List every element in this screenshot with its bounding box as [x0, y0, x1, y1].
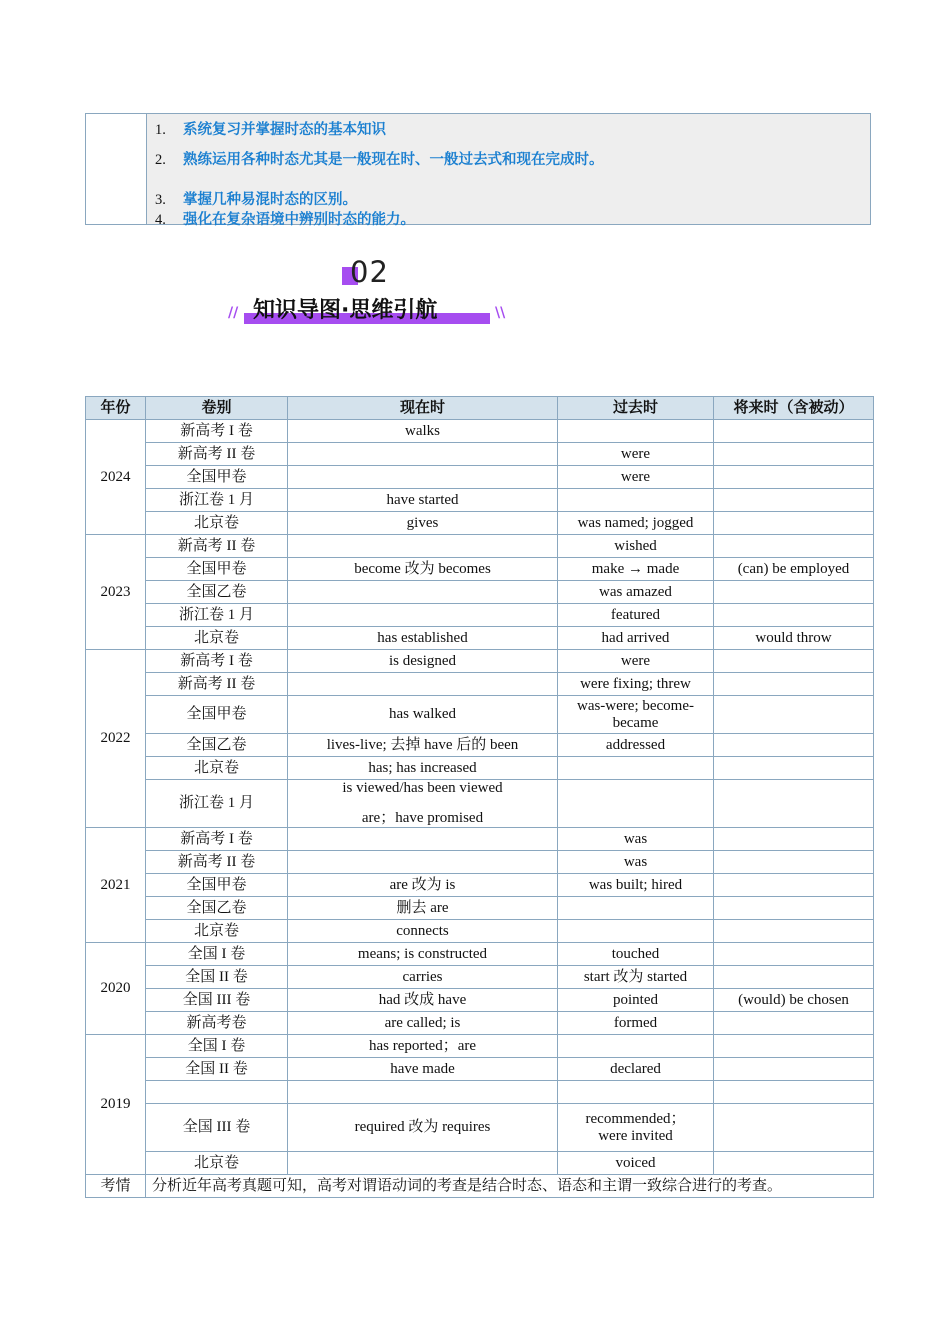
- past-line: recommended；: [585, 1110, 686, 1127]
- table-header-row: [86, 397, 874, 420]
- future-cell: would throw: [714, 627, 874, 650]
- present-cell: is designed: [288, 650, 558, 673]
- paper-cell: 新高考 I 卷: [146, 828, 288, 851]
- past-cell: was: [558, 851, 714, 874]
- year-cell: 2022: [86, 650, 146, 828]
- table-row: [86, 780, 874, 828]
- header-paper: 卷别: [146, 397, 288, 420]
- past-cell: declared: [558, 1058, 714, 1081]
- future-cell: [714, 1081, 874, 1104]
- paper-cell: 全国甲卷: [146, 558, 288, 581]
- future-cell: [714, 466, 874, 489]
- table-row: [86, 627, 874, 650]
- past-cell: addressed: [558, 734, 714, 757]
- paper-cell: 新高考 II 卷: [146, 673, 288, 696]
- future-cell: (can) be employed: [714, 558, 874, 581]
- past-cell: were: [558, 466, 714, 489]
- paper-cell: 北京卷: [146, 512, 288, 535]
- present-cell: [288, 851, 558, 874]
- table-row: [86, 966, 874, 989]
- past-cell: touched: [558, 943, 714, 966]
- past-cell: start 改为 started: [558, 966, 714, 989]
- paper-cell: 全国甲卷: [146, 466, 288, 489]
- present-cell: walks: [288, 420, 558, 443]
- present-cell: means; is constructed: [288, 943, 558, 966]
- future-cell: [714, 696, 874, 734]
- paper-cell: 新高考卷: [146, 1012, 288, 1035]
- future-cell: [714, 581, 874, 604]
- section-number: 02: [350, 255, 389, 289]
- header-year: 年份: [86, 397, 146, 420]
- past-cell: [558, 1035, 714, 1058]
- paper-cell: 全国甲卷: [146, 696, 288, 734]
- paper-cell: 新高考 I 卷: [146, 420, 288, 443]
- present-cell: connects: [288, 920, 558, 943]
- future-cell: [714, 734, 874, 757]
- future-cell: [714, 966, 874, 989]
- table-row: [86, 466, 874, 489]
- past-cell: were: [558, 650, 714, 673]
- past-cell: had arrived: [558, 627, 714, 650]
- past-cell: was named; jogged: [558, 512, 714, 535]
- objective-item: 2. 熟练运用各种时态尤其是一般现在时、一般过去式和现在完成时。: [155, 152, 604, 168]
- paper-cell: 全国乙卷: [146, 581, 288, 604]
- past-cell: were: [558, 443, 714, 466]
- past-cell: pointed: [558, 989, 714, 1012]
- past-cell: formed: [558, 1012, 714, 1035]
- header-past: 过去时: [558, 397, 714, 420]
- table-row: [86, 1012, 874, 1035]
- present-cell: carries: [288, 966, 558, 989]
- paper-cell: 北京卷: [146, 757, 288, 780]
- table-row: [86, 420, 874, 443]
- objectives-list: [147, 114, 870, 228]
- section-header: [225, 255, 515, 335]
- table-row: [86, 443, 874, 466]
- objective-item: 1. 系统复习并掌握时态的基本知识: [155, 122, 386, 138]
- header-present: 现在时: [288, 397, 558, 420]
- past-cell: was built; hired: [558, 874, 714, 897]
- table-row: [86, 1035, 874, 1058]
- present-cell: become 改为 becomes: [288, 558, 558, 581]
- table-row: [86, 512, 874, 535]
- future-cell: [714, 851, 874, 874]
- paper-cell: 全国 III 卷: [146, 989, 288, 1012]
- table-row: [86, 734, 874, 757]
- future-cell: [714, 1058, 874, 1081]
- future-cell: [714, 1035, 874, 1058]
- paper-cell: 浙江卷 1 月: [146, 780, 288, 828]
- header-future: 将来时（含被动）: [714, 397, 874, 420]
- present-cell: had 改成 have: [288, 989, 558, 1012]
- table-row: [86, 1104, 874, 1152]
- future-cell: [714, 443, 874, 466]
- table-row: [86, 535, 874, 558]
- paper-cell: 浙江卷 1 月: [146, 604, 288, 627]
- table-row: [86, 604, 874, 627]
- paper-cell: 北京卷: [146, 1152, 288, 1175]
- section-title: 知识导图·思维引航: [253, 298, 438, 323]
- table-row: [86, 757, 874, 780]
- paper-cell: 新高考 II 卷: [146, 851, 288, 874]
- past-cell: was-were; become-became: [558, 696, 714, 734]
- summary-text: 分析近年高考真题可知，高考对谓语动词的考查是结合时态、语态和主谓一致综合进行的考查。: [146, 1175, 874, 1198]
- past-cell: was amazed: [558, 581, 714, 604]
- objectives-label-cell: [86, 114, 147, 224]
- future-cell: [714, 650, 874, 673]
- future-cell: [714, 673, 874, 696]
- paper-cell: 全国 I 卷: [146, 1035, 288, 1058]
- present-cell: [288, 581, 558, 604]
- past-cell: [558, 757, 714, 780]
- present-cell: has walked: [288, 696, 558, 734]
- present-line: is viewed/has been viewed: [342, 780, 503, 796]
- present-cell: has; has increased: [288, 757, 558, 780]
- future-cell: [714, 897, 874, 920]
- table-row: [86, 650, 874, 673]
- year-cell: 2020: [86, 943, 146, 1035]
- past-cell: [558, 489, 714, 512]
- table-row: [86, 897, 874, 920]
- present-cell: required 改为 requires: [288, 1104, 558, 1152]
- present-cell: have made: [288, 1058, 558, 1081]
- objective-item: 3. 掌握几种易混时态的区别。: [155, 192, 357, 208]
- past-cell: wished: [558, 535, 714, 558]
- paper-cell: 新高考 II 卷: [146, 443, 288, 466]
- present-cell: [288, 673, 558, 696]
- future-cell: [714, 1104, 874, 1152]
- present-cell: are called; is: [288, 1012, 558, 1035]
- present-cell: [288, 604, 558, 627]
- future-cell: [714, 489, 874, 512]
- year-cell: 2019: [86, 1035, 146, 1175]
- present-cell: has established: [288, 627, 558, 650]
- summary-row: [86, 1175, 874, 1198]
- deco-slashes-right: \\: [495, 305, 506, 321]
- present-cell: [288, 466, 558, 489]
- table-row: [86, 874, 874, 897]
- present-cell: [288, 828, 558, 851]
- table-row: [86, 696, 874, 734]
- table-row: [86, 1152, 874, 1175]
- future-cell: [714, 1012, 874, 1035]
- past-cell: [558, 780, 714, 828]
- past-cell: voiced: [558, 1152, 714, 1175]
- present-cell: gives: [288, 512, 558, 535]
- tense-exam-table: [85, 396, 874, 1198]
- paper-cell: 全国乙卷: [146, 897, 288, 920]
- present-cell: are 改为 is: [288, 874, 558, 897]
- paper-cell: 全国 III 卷: [146, 1104, 288, 1152]
- summary-label: 考情: [86, 1175, 146, 1198]
- year-cell: 2024: [86, 420, 146, 535]
- future-cell: [714, 874, 874, 897]
- future-cell: [714, 943, 874, 966]
- future-cell: [714, 757, 874, 780]
- table-row: [86, 489, 874, 512]
- future-cell: [714, 780, 874, 828]
- present-cell: have started: [288, 489, 558, 512]
- future-cell: [714, 535, 874, 558]
- table-row: [86, 673, 874, 696]
- present-cell: [288, 1081, 558, 1104]
- paper-cell: 新高考 I 卷: [146, 650, 288, 673]
- present-cell: [288, 1152, 558, 1175]
- future-cell: [714, 512, 874, 535]
- paper-cell: 全国甲卷: [146, 874, 288, 897]
- paper-cell: 全国 I 卷: [146, 943, 288, 966]
- present-cell: lives-live; 去掉 have 后的 been: [288, 734, 558, 757]
- paper-cell: 全国 II 卷: [146, 1058, 288, 1081]
- paper-cell: [146, 1081, 288, 1104]
- table-row: [86, 989, 874, 1012]
- present-cell: [288, 443, 558, 466]
- paper-cell: 北京卷: [146, 627, 288, 650]
- paper-cell: 浙江卷 1 月: [146, 489, 288, 512]
- present-cell: has reported；are: [288, 1035, 558, 1058]
- paper-cell: 北京卷: [146, 920, 288, 943]
- past-cell: [558, 1081, 714, 1104]
- objective-item: 4. 强化在复杂语境中辨别时态的能力。: [155, 212, 415, 228]
- table-row: [86, 828, 874, 851]
- past-cell: were fixing; threw: [558, 673, 714, 696]
- paper-cell: 全国 II 卷: [146, 966, 288, 989]
- paper-cell: 全国乙卷: [146, 734, 288, 757]
- table-row: [86, 851, 874, 874]
- present-cell: [288, 535, 558, 558]
- table-row: [86, 943, 874, 966]
- past-line: were invited: [598, 1127, 673, 1144]
- paper-cell: 新高考 II 卷: [146, 535, 288, 558]
- past-cell: [558, 920, 714, 943]
- past-cell: [558, 1104, 714, 1152]
- present-cell: [288, 780, 558, 828]
- past-cell: make → made: [558, 558, 714, 581]
- year-cell: 2023: [86, 535, 146, 650]
- future-cell: [714, 420, 874, 443]
- table-row: [86, 1058, 874, 1081]
- future-cell: [714, 604, 874, 627]
- year-cell: 2021: [86, 828, 146, 943]
- present-cell: 删去 are: [288, 897, 558, 920]
- table-row: [86, 581, 874, 604]
- future-cell: [714, 828, 874, 851]
- deco-slashes-left: //: [228, 305, 239, 321]
- past-cell: featured: [558, 604, 714, 627]
- learning-objectives-box: [85, 113, 871, 228]
- table-row: [86, 920, 874, 943]
- table-row: [86, 1081, 874, 1104]
- table-row: [86, 558, 874, 581]
- future-cell: (would) be chosen: [714, 989, 874, 1012]
- future-cell: [714, 1152, 874, 1175]
- past-cell: was: [558, 828, 714, 851]
- past-cell: [558, 420, 714, 443]
- past-cell: [558, 897, 714, 920]
- present-line: are；have promised: [361, 810, 484, 826]
- future-cell: [714, 920, 874, 943]
